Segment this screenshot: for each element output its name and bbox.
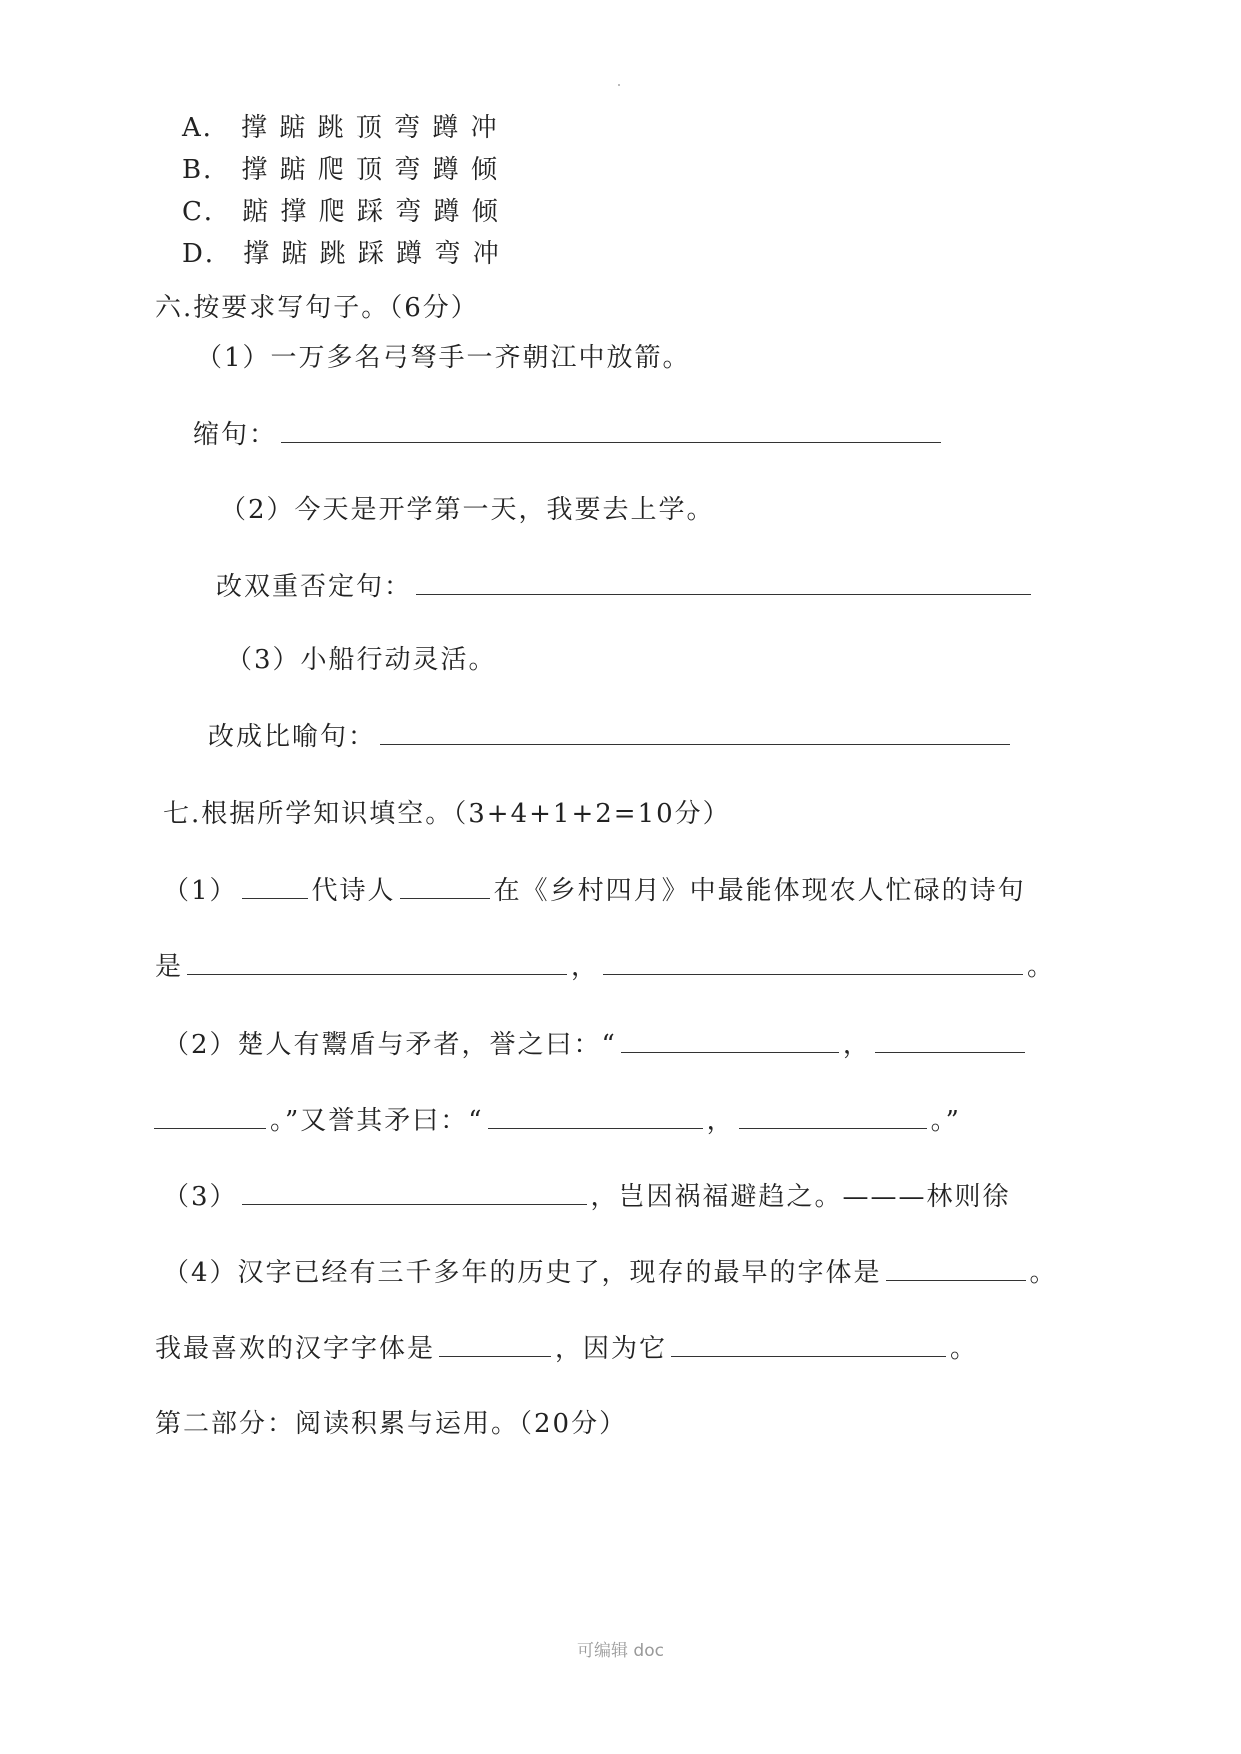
section6-q2: （2）今天是开学第一天，我要去上学。 bbox=[220, 495, 715, 525]
option-b: B． 撑 踮 爬 顶 弯 蹲 倾 bbox=[182, 155, 499, 185]
section6-q1: （1）一万多名弓弩手一齐朝江中放箭。 bbox=[196, 343, 691, 373]
answer-blank[interactable] bbox=[875, 1026, 1025, 1053]
answer-blank[interactable] bbox=[380, 718, 1010, 745]
section6-q3-answer-line: 改成比喻句： bbox=[208, 718, 1014, 755]
option-a: A． 撑 踮 跳 顶 弯 蹲 冲 bbox=[182, 113, 499, 143]
section7-q1-line1: （1） 代诗人 在《乡村四月》中最能体现农人忙碌的诗句 bbox=[163, 872, 1026, 909]
page-dot bbox=[618, 84, 620, 86]
section6-q1-answer-line: 缩句： bbox=[193, 416, 945, 453]
section6-q2-answer-line: 改双重否定句： bbox=[216, 568, 1035, 605]
section7-q4-line2: 我最喜欢的汉字字体是 ，因为它 。 bbox=[155, 1330, 978, 1367]
answer-blank[interactable] bbox=[281, 416, 941, 443]
answer-blank[interactable] bbox=[416, 568, 1031, 595]
answer-blank[interactable] bbox=[886, 1254, 1026, 1281]
answer-blank[interactable] bbox=[242, 872, 308, 899]
part2-title: 第二部分：阅读积累与运用。（20分） bbox=[155, 1409, 628, 1439]
page-footer: 可编辑 doc bbox=[577, 1641, 664, 1661]
answer-blank[interactable] bbox=[603, 948, 1023, 975]
answer-blank[interactable] bbox=[400, 872, 490, 899]
answer-blank[interactable] bbox=[154, 1102, 266, 1129]
answer-blank[interactable] bbox=[439, 1330, 551, 1357]
option-c: C． 踮 撑 爬 踩 弯 蹲 倾 bbox=[182, 197, 500, 227]
section7-q3: （3） ，岂因祸福避趋之。———林则徐 bbox=[163, 1178, 1011, 1215]
answer-blank[interactable] bbox=[621, 1026, 839, 1053]
section6-q3: （3）小船行动灵活。 bbox=[226, 645, 497, 675]
section7-q4-line1: （4）汉字已经有三千多年的历史了，现存的最早的字体是 。 bbox=[163, 1254, 1058, 1291]
section6-title: 六.按要求写句子。（6分） bbox=[155, 293, 479, 323]
section7-q1-line2: 是 ， 。 bbox=[155, 948, 1055, 985]
section7-q2-line2: 。”又誉其矛曰：“ ， 。” bbox=[150, 1102, 961, 1139]
answer-blank[interactable] bbox=[739, 1102, 927, 1129]
answer-blank[interactable] bbox=[187, 948, 567, 975]
answer-blank[interactable] bbox=[671, 1330, 946, 1357]
answer-blank[interactable] bbox=[488, 1102, 703, 1129]
answer-blank[interactable] bbox=[242, 1178, 587, 1205]
option-d: D． 撑 踮 跳 踩 蹲 弯 冲 bbox=[182, 239, 501, 269]
section7-title: 七.根据所学知识填空。（3+4+1+2=10分） bbox=[163, 799, 731, 829]
section7-q2-line1: （2）楚人有鬻盾与矛者，誉之曰：“ ， bbox=[163, 1026, 1029, 1063]
